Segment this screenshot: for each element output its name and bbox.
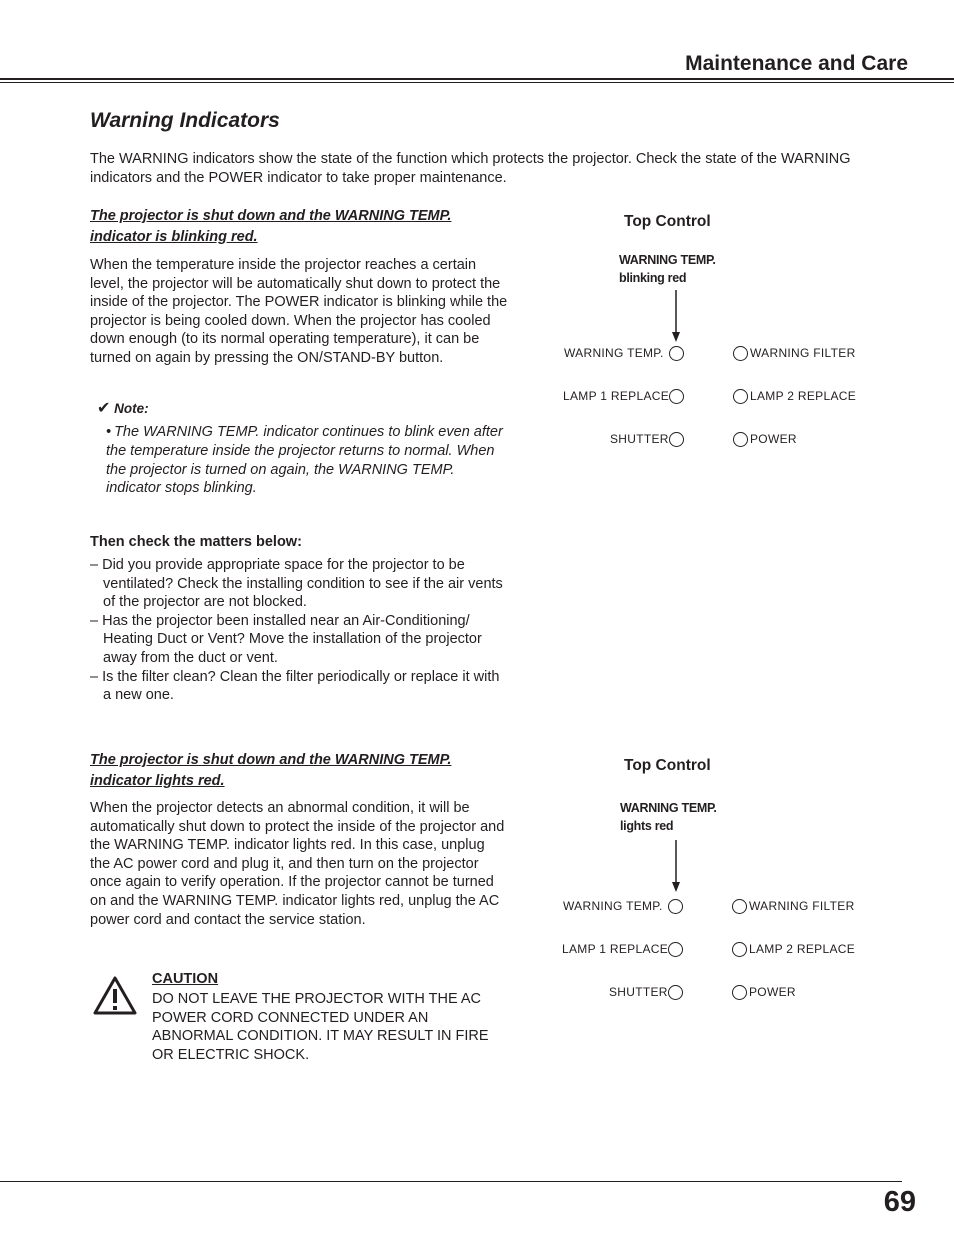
section2-heading-line2: indicator lights red.	[90, 773, 225, 789]
note-content: The WARNING TEMP. indicator continues to blink even after the temperature inside the projector returns to normal. When the projector is turned on again, the WARNING TEMP. indicator stops blinking.	[106, 424, 503, 497]
check-heading: Then check the matters below:	[90, 534, 302, 550]
checkmark-icon: ✔	[97, 400, 111, 417]
lamp2-replace-label: LAMP 2 REPLACE	[749, 942, 856, 956]
shutter-indicator	[668, 985, 683, 1000]
list-item: – Did you provide appropriate space for the projector to be ventilated? Check the installing condition to see if the air vents of the projector are not blocked.	[90, 557, 503, 611]
lamp2-replace-indicator	[732, 942, 747, 957]
warning-triangle-icon	[92, 975, 138, 1017]
intro-paragraph: The WARNING indicators show the state of the function which protects the projector. Check the state of the WARNING indicators and the POWER indicator to take proper maintenance.	[90, 151, 851, 186]
lamp1-replace-indicator	[669, 389, 684, 404]
shutter-indicator	[669, 432, 684, 447]
warning-temp-label: WARNING TEMP.	[563, 899, 663, 913]
lamp1-replace-indicator	[668, 942, 683, 957]
warning-filter-label: WARNING FILTER	[750, 346, 856, 360]
caution-heading: CAUTION	[152, 971, 219, 987]
list-item: – Has the projector been installed near an Air-Conditioning/ Heating Duct or Vent? Move the installation of the projector away from the duct or vent.	[90, 612, 482, 666]
note-label: ✔ Note:	[97, 400, 149, 417]
section2-heading-line1: The projector is shut down and the WARNING TEMP.	[90, 752, 452, 768]
warning-filter-indicator	[732, 899, 747, 914]
shutter-label: SHUTTER	[610, 432, 669, 446]
section2-body: When the projector detects an abnormal condition, it will be automatically shut down to protect the inside of the projector and the WARNING TEMP. indicator lights red. In this case, unplug the AC power cord and plug it, and then turn on the projector once again to verify operation. If the projector cannot be turned on and the WARNING TEMP. indicator lights red, unplug the AC power cord and contact the service station.	[90, 800, 505, 928]
warning-temp-indicator	[668, 899, 683, 914]
page-number: 69	[883, 1186, 916, 1218]
list-item: – Is the filter clean? Clean the filter periodically or replace it with a new one.	[90, 668, 500, 704]
caution-text: DO NOT LEAVE THE PROJECTOR WITH THE AC POWER CORD CONNECTED UNDER AN ABNORMAL CONDITION. IT MAY RESULT IN FIRE OR ELECTRIC SHOCK.	[152, 991, 489, 1063]
section-header: Maintenance and Care	[685, 52, 908, 75]
check-list	[90, 556, 510, 705]
lamp1-replace-label: LAMP 1 REPLACE	[562, 942, 669, 956]
header-rule-thin	[0, 82, 954, 83]
power-label: POWER	[749, 985, 796, 999]
panel1-label: WARNING TEMP. blinking red	[619, 253, 716, 285]
panel2-label: WARNING TEMP. lights red	[620, 801, 717, 833]
panel1-title: Top Control	[624, 213, 711, 230]
panel2-title: Top Control	[624, 757, 711, 774]
power-label: POWER	[750, 432, 797, 446]
down-arrow-icon	[671, 840, 681, 892]
shutter-label: SHUTTER	[609, 985, 668, 999]
power-indicator	[733, 432, 748, 447]
section2-heading	[90, 750, 510, 792]
lamp1-replace-label: LAMP 1 REPLACE	[563, 389, 670, 403]
warning-temp-label: WARNING TEMP.	[564, 346, 664, 360]
section1-heading-line1: The projector is shut down and the WARNING TEMP.	[90, 208, 452, 224]
power-indicator	[732, 985, 747, 1000]
note-text	[106, 423, 506, 498]
section1-heading	[90, 206, 510, 248]
down-arrow-icon	[671, 290, 681, 342]
warning-temp-indicator	[669, 346, 684, 361]
header-rule	[0, 78, 954, 80]
section1-heading-line2: indicator is blinking red.	[90, 229, 258, 245]
warning-filter-indicator	[733, 346, 748, 361]
lamp2-replace-indicator	[733, 389, 748, 404]
section1-body: When the temperature inside the projector reaches a certain level, the projector will be automatically shut down to protect the inside of the projector. The POWER indicator is blinking while the projector is being cooled down. When the projector has cooled down enough (to its normal operating temperature), it can be turned on again by pressing the ON/STAND-BY button.	[90, 257, 508, 366]
note-bullet: •	[106, 424, 112, 440]
page-title: Warning Indicators	[90, 109, 280, 132]
lamp2-replace-label: LAMP 2 REPLACE	[750, 389, 857, 403]
footer-rule	[0, 1181, 902, 1182]
warning-filter-label: WARNING FILTER	[749, 899, 855, 913]
